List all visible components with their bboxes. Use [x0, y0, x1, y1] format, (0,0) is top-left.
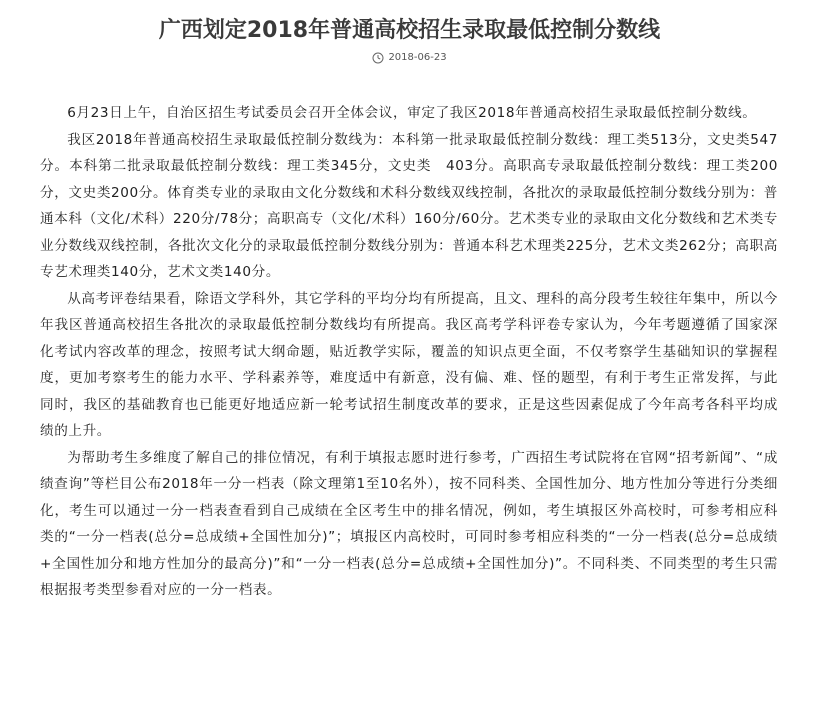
- paragraph-ranking-table: 为帮助考生多维度了解自己的排位情况，有利于填报志愿时进行参考，广西招生考试院将在官网“招考新闻”、“成绩查询”等栏目公布2018年一分一档表（除文理第1至10名外），按不同科类、全国性加分、地方性加分等进行分类细化，考生可以通过一分一档表查看到自己成绩在全区考生中的排名情况，例如，考生填报区外高校时，可参考相应科类的“一分一档表(总分=总成绩+全国性加分)”；填报区内高校时，可同时参考相应科类的“一分一档表(总分=总成绩+全国性加分和地方性加分的最高分)”和“一分一档表(总分=总成绩+全国性加分)”。不同科类、不同类型的考生只需根据报考类型参看对应的一分一档表。: [40, 449, 778, 598]
- article-title: 广西划定2018年普通高校招生录取最低控制分数线: [158, 18, 661, 43]
- clock-icon: [372, 52, 384, 64]
- paragraph-exam-analysis: 从高考评卷结果看，除语文学科外，其它学科的平均分均有所提高，且文、理科的高分段考生较往年集中，所以今年我区普通高校招生各批次的录取最低控制分数线均有所提高。我区高考学科评卷专家认为，今年考题遵循了国家深化考试内容改革的理念，按照考试大纲命题，贴近教学实际，覆盖的知识点更全面，不仅考察学生基础知识的掌握程度，更加考察考生的能力水平、学科素养等，难度适中有新意，没有偏、难、怪的题型，有利于考生正常发挥，与此同时，我区的基础教育也已能更好地适应新一轮考试招生制度改革的要求，正是这些因素促成了今年高考各科平均成绩的上升。: [40, 290, 778, 439]
- paragraph-score-lines: 我区2018年普通高校招生录取最低控制分数线为：本科第一批录取最低控制分数线：理工类513分，文史类547分。本科第二批录取最低控制分数线：理工类345分，文史类 403分。高职高专录取最低控制分数线：理工类200分，文史类200分。体育类专业的录取由文化分数线和术科分数线双线控制，各批次的录取最低控制分数线分别为：普通本科（文化/术科）220分/78分；高职高专（文化/术科）160分/60分。艺术类专业的录取由文化分数线和艺术类专业分数线双线控制，各批次文化分的录取最低控制分数线分别为：普通本科艺术理类225分，艺术文类262分；高职高专艺术理类140分，艺术文类140分。: [40, 131, 778, 280]
- article-body: [40, 100, 778, 604]
- publish-date: 2018-06-23: [388, 52, 447, 63]
- article-meta: [0, 50, 819, 67]
- paragraph-intro: 6月23日上午，自治区招生考试委员会召开全体会议，审定了我区2018年普通高校招生录取最低控制分数线。: [67, 105, 757, 121]
